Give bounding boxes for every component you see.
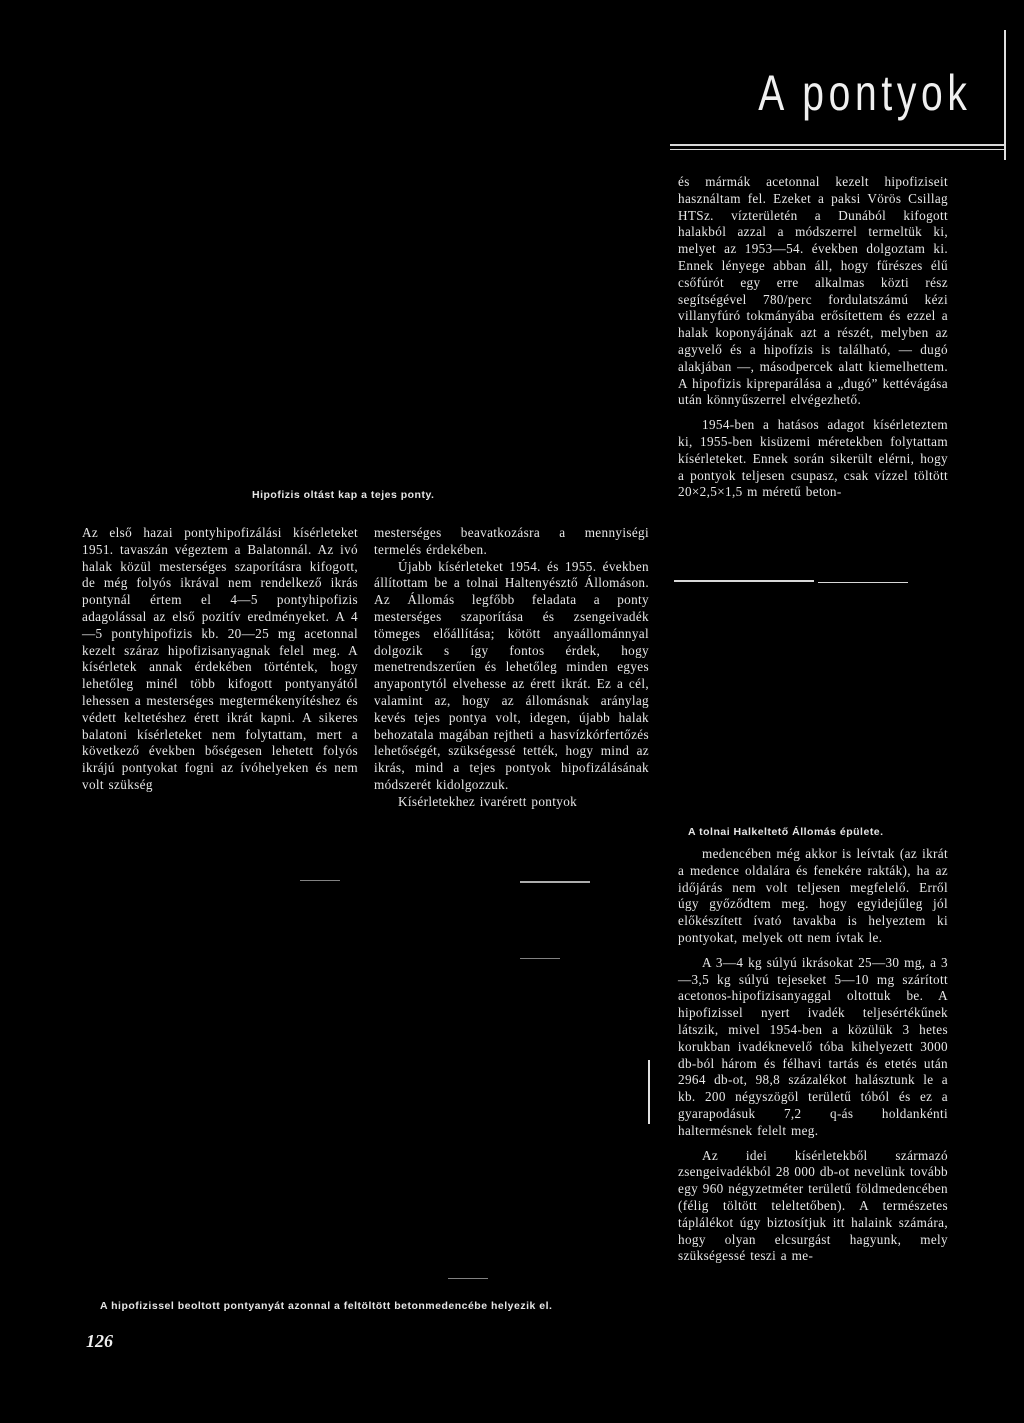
- paragraph: Újabb kísérleteket 1954. és 1955. években állítottam be a tolnai Haltenyésztő Állomáson. Az Állomás legfőbb feladata a ponty mesterséges szaporítása és zsengeivadék tömeges előállítása; kötött anyaállománnyal dolgozik s így fontos érdek, hogy menetrendszerűen és lehetőleg minden egyes anyapontytól elvehesse az érett ikrát. Ez a cél, valamint az, hogy az állomásnak aránylag kevés tejes pontya volt, idegen, újabb halak behozatala magában rejtheti a hasvízkórfertőzés lehetőségét, szükségessé tették, hogy mind az ikrás, mind a tejes pontyok hipofizálásának módszerét kidolgozzuk.: [374, 558, 649, 792]
- image-area-mark: [448, 1278, 488, 1279]
- image-area-mark: [520, 958, 560, 959]
- image-area-mark: [300, 880, 340, 881]
- column-right-divider: [674, 580, 814, 582]
- column-right-bottom: [678, 846, 948, 1265]
- column-left: [82, 525, 358, 794]
- paragraph: és mármák acetonnal kezelt hipofiziseit használtam fel. Ezeket a paksi Vörös Csillag HTSz. vízterületén a Dunából kifogott halakból azzal a módszerrel termeltük ki, melyet az 1953—54. években dolgoztam ki. Ennek lényege abban áll, hogy fűrészes élű csőfúrót egy erre alkalmas közti rész segítségével 780/perc fordulatszámú kézi villanyfúró tokmányába erősítettem és ezzel a halak koponyájának azt a részét, melyben az agyvelő és a hipofízis is található, — dugó alakjában —, másodpercek alatt kiemelhettem. A hipofizis kipreparálása a „dugó” kettévágása után könnyűszerrel elvégezhető.: [678, 174, 948, 408]
- header-double-rule-top: [670, 144, 1004, 146]
- paragraph: A 3—4 kg súlyú ikrásokat 25—30 mg, a 3—3,5 kg súlyú tejeseket 5—10 mg szárított acetonos-hipofizisanyaggal oltottuk be. A hipofizissel nyert ivadék teljesértékűnek látszik, mivel 1954-ben a közülük 3 hetes korukban ivadéknevelő tóba kihelyezett 3000 db-ból három és félhavi tartás és etetés után 2964 db-ot, 98,8 százalékot halásztunk le a kb. 200 négyszögöl területű tóból és ez a gyarapodásuk 7,2 q-ás holdankénti haltermésnek felelt meg.: [678, 954, 948, 1138]
- paragraph: 1954-ben a hatásos adagot kísérleteztem ki, 1955-ben kisüzemi méretekben folytattam kísérleteket. Ennek során sikerült elérni, hogy a pontyok teljesen csupasz, csak vízzel töltött 20×2,5×1,5 m méretű beton-: [678, 417, 948, 500]
- paragraph: mesterséges beavatkozásra a mennyiségi termelés érdekében.: [374, 525, 649, 557]
- header-vertical-rule: [1004, 30, 1006, 160]
- paragraph: Az első hazai pontyhipofizálási kísérleteket 1951. tavaszán végeztem a Balatonnál. Az ivó halak közül mesterséges szaporításra kifogott, de még folyós ikrával nem rendelkező ikrás pontynál értem el 4—5 pontyhipofizis adagolással az első pozitív eredményeket. A 4—5 pontyhipofizis kb. 20—25 mg acetonnal kezelt száraz hipofizisanyagnak felel meg. A kísérletek annak érdekében történtek, hogy lehetőleg minél több kifogott pontyanyától lehessen a mesterséges megtermékenyítéshez és védett keltetéshez érett ikrát kapni. A sikeres balatoni kísérleteket nem folytattam, mert a következő években bőségesen lehetett folyós ikrájú pontyokat fogni az ívóhelyeken és nem volt szükség: [82, 525, 358, 792]
- column-right-divider-2: [818, 582, 908, 583]
- page-number: 126: [86, 1331, 113, 1351]
- header-double-rule-bottom: [670, 149, 1004, 150]
- caption-pond: A hipofizissel beoltott pontyanyát azonnal a feltöltött betonmedencébe helyezik el.: [100, 1300, 553, 1312]
- image-area-vertical-mark: [648, 1060, 650, 1124]
- paragraph: medencében még akkor is leívtak (az ikrát a medence oldalára és fenekére rakták), ha az időjárás nem volt teljesen megfelelő. Erről úgy győződtem meg. hogy egyidejűleg jól előkészített ívató tavakba is helyeztem ki pontyokat, melyek ott nem ívtak le.: [678, 846, 948, 945]
- caption-injection: Hipofizis oltást kap a tejes ponty.: [252, 489, 435, 501]
- paragraph: Az idei kísérletekből származó zsengeivadékból 28 000 db-ot nevelünk tovább egy 960 négyzetméter területű földmedencében (félig töltött teleltetőben). A természetes táplálékot úgy biztosítjuk itt halaink számára, hogy olyan elcsurgást hagyunk, mely szükségessé teszi a me-: [678, 1147, 948, 1264]
- column-middle: [374, 525, 649, 811]
- page-header-title: A pontyok: [758, 65, 972, 121]
- column-right-top: [678, 174, 948, 501]
- image-area-mark: [520, 881, 590, 883]
- paragraph: Kísérletekhez ivarérett pontyok: [398, 793, 578, 809]
- caption-building: A tolnai Halkeltető Állomás épülete.: [688, 826, 884, 838]
